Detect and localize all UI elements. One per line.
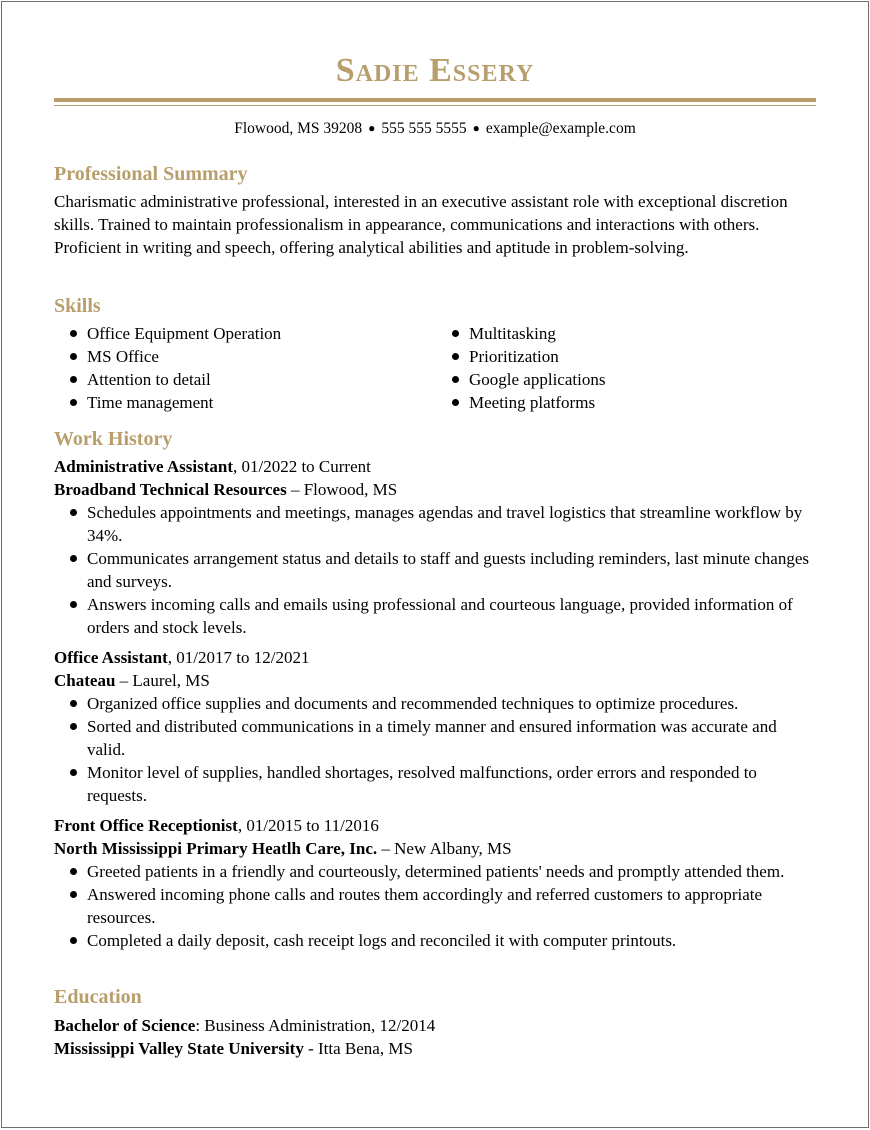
job-duty: Communicates arrangement status and details to staff and guests including reminders, last minute changes and surveys. <box>54 547 816 593</box>
job-duties <box>54 692 816 807</box>
job-company: Broadband Technical Resources <box>54 480 287 499</box>
job-duties <box>54 860 816 952</box>
skills-column-right <box>436 322 605 414</box>
job-duty: Greeted patients in a friendly and courteously, determined patients' needs and promptly attended them. <box>54 860 816 883</box>
header-rule-thin <box>54 105 816 106</box>
job-entry <box>54 814 816 952</box>
contact-location: Flowood, MS 39208 <box>234 120 363 137</box>
job-duty: Organized office supplies and documents and recommended techniques to optimize procedures. <box>54 692 816 715</box>
job-dates: , 01/2017 to 12/2021 <box>167 648 310 667</box>
job-duty: Answers incoming calls and emails using professional and courteous language, provided information of orders and stock levels. <box>54 593 816 639</box>
job-duty: Sorted and distributed communications in a timely manner and ensured information was accurate and valid. <box>54 715 816 761</box>
job-title: Administrative Assistant <box>54 457 233 476</box>
job-location: – Flowood, MS <box>286 480 398 499</box>
job-entry <box>54 646 816 807</box>
education-degree: Bachelor of Science <box>54 1016 196 1035</box>
job-company: Chateau <box>54 671 116 690</box>
job-entry <box>54 455 816 639</box>
contact-separator: ● <box>472 121 480 135</box>
job-title: Front Office Receptionist <box>54 816 238 835</box>
job-location: – New Albany, MS <box>377 839 512 858</box>
education-school: Mississippi Valley State University <box>54 1039 304 1058</box>
skill-item: Prioritization <box>436 345 605 368</box>
education-entry <box>54 1014 816 1060</box>
education-location: - Itta Bena, MS <box>303 1039 413 1058</box>
job-title: Office Assistant <box>54 648 168 667</box>
work-history-heading: Work History <box>54 428 173 450</box>
education-heading: Education <box>54 986 142 1008</box>
skill-item: Google applications <box>436 368 605 391</box>
skill-item: MS Office <box>54 345 281 368</box>
skills-column-left <box>54 322 281 414</box>
job-duty: Answered incoming phone calls and routes them accordingly and referred customers to appropriate resources. <box>54 883 816 929</box>
job-dates: , 01/2015 to 11/2016 <box>237 816 379 835</box>
job-company: North Mississippi Primary Heatlh Care, Inc. <box>54 839 378 858</box>
job-duty: Monitor level of supplies, handled shortages, resolved malfunctions, order errors and responded to requests. <box>54 761 816 807</box>
skills-heading: Skills <box>54 295 101 317</box>
header-rule-thick <box>54 98 816 102</box>
summary-text: Charismatic administrative professional, interested in an executive assistant role with exceptional discretion skills. Trained to maintain professionalism in appearance, communications and interactions with others. Proficient in writing and speech, offering analytical abilities and aptitude in problem-solving. <box>54 192 788 257</box>
job-location: – Laurel, MS <box>115 671 210 690</box>
candidate-name: Sadie Essery <box>335 52 535 89</box>
skill-item: Multitasking <box>436 322 605 345</box>
job-duties <box>54 501 816 639</box>
job-duty: Schedules appointments and meetings, manages agendas and travel logistics that streamline workflow by 34%. <box>54 501 816 547</box>
contact-separator: ● <box>368 121 376 135</box>
resume-page <box>1 1 869 1128</box>
education-field: : Business Administration, 12/2014 <box>195 1016 436 1035</box>
job-duty: Completed a daily deposit, cash receipt logs and reconciled it with computer printouts. <box>54 929 816 952</box>
contact-line <box>54 118 816 140</box>
skill-item: Attention to detail <box>54 368 281 391</box>
contact-phone: 555 555 5555 <box>381 120 467 137</box>
skill-item: Office Equipment Operation <box>54 322 281 345</box>
contact-email: example@example.com <box>485 120 636 137</box>
skill-item: Time management <box>54 391 281 414</box>
job-dates: , 01/2022 to Current <box>232 457 371 476</box>
summary-heading: Professional Summary <box>54 163 248 185</box>
skill-item: Meeting platforms <box>436 391 605 414</box>
